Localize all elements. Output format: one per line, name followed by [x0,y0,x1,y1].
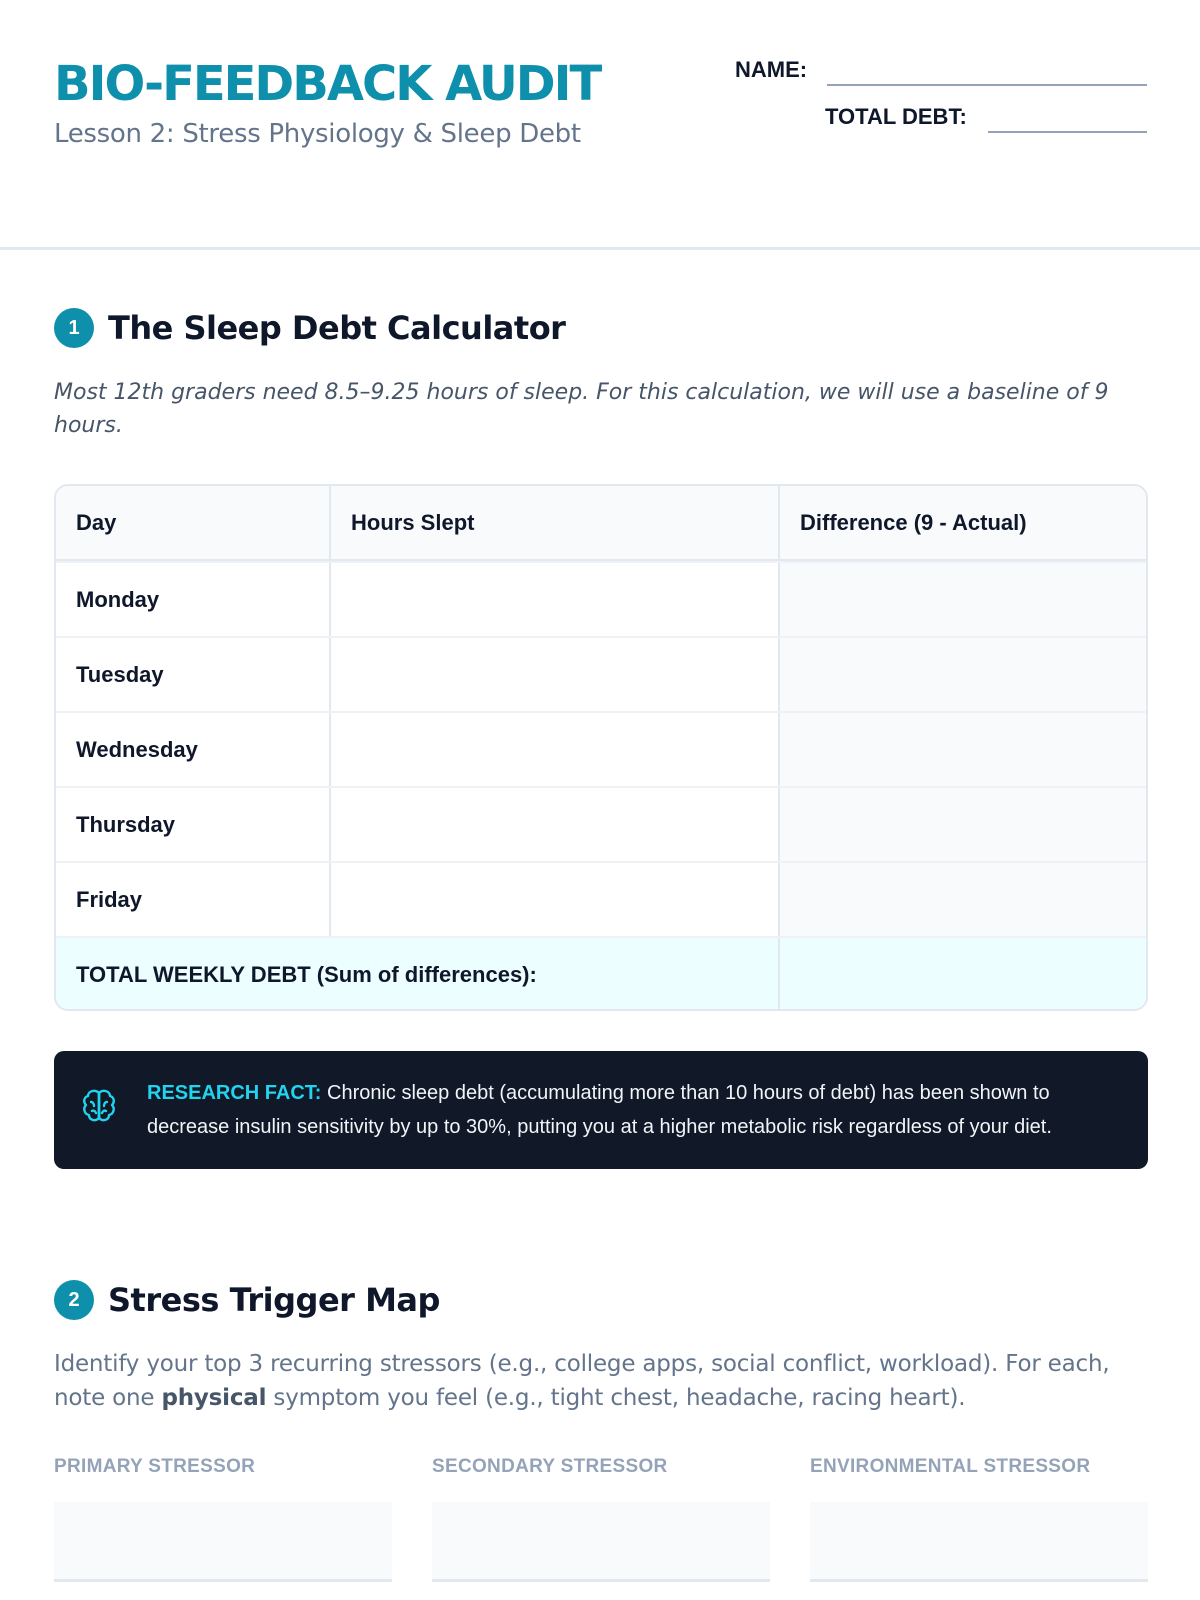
worksheet-title: BIO-FEEDBACK AUDIT [54,56,601,112]
secondary-stressor-label: SECONDARY STRESSOR [432,1456,668,1477]
difference-cell[interactable] [778,863,1146,936]
section-2-intro-text: Identify your top 3 recurring stressors (e.g., college apps, social conflict, workload). For each, note one [54,1351,1110,1411]
hours-slept-cell[interactable] [329,638,778,711]
total-row [56,936,1146,1011]
research-fact-body: Chronic sleep debt (accumulating more than 10 hours of debt) has been shown to decrease insulin sensitivity by up to 30%, putting you at a higher metabolic risk regardless of your diet. [147,1082,1052,1138]
primary-stressor-field[interactable] [54,1502,392,1582]
difference-cell[interactable] [778,788,1146,861]
hours-slept-cell[interactable] [329,788,778,861]
table-row [56,786,1146,861]
day-label: Wednesday [76,736,198,762]
day-label: Friday [76,886,143,912]
section-title: The Sleep Debt Calculator [108,309,566,347]
total-weekly-debt-label: TOTAL WEEKLY DEBT (Sum of differences): [76,961,537,987]
environmental-stressor-field[interactable] [810,1502,1148,1582]
table-row [56,561,1146,636]
difference-cell[interactable] [778,713,1146,786]
hours-slept-cell[interactable] [329,863,778,936]
research-fact-text [147,1076,1127,1144]
total-weekly-debt-cell[interactable] [778,938,1146,1011]
column-header-difference: Difference (9 - Actual) [778,486,1146,559]
table-header-row [56,486,1146,561]
section-1-heading [54,308,565,348]
section-number-badge: 2 [54,1280,94,1320]
research-fact-callout [54,1051,1148,1169]
day-label: Tuesday [76,661,164,687]
hours-slept-cell[interactable] [329,713,778,786]
table-row [56,711,1146,786]
worksheet-header [0,0,1200,250]
column-header-hours-slept: Hours Slept [329,486,778,559]
section-2-heading [54,1280,440,1320]
difference-cell[interactable] [778,638,1146,711]
section-2-intro-emphasis: physical [161,1385,267,1411]
section-1-intro: Most 12th graders need 8.5–9.25 hours of sleep. For this calculation, we will use a baseline of 9 hours. [54,380,1109,438]
research-fact-label: RESEARCH FACT: [147,1082,322,1104]
section-number-badge: 1 [54,308,94,348]
column-header-day: Day [56,486,329,559]
section-2-intro-text-end: symptom you feel (e.g., tight chest, headache, racing heart). [266,1385,966,1411]
day-label: Monday [76,586,160,612]
secondary-stressor-field[interactable] [432,1502,770,1582]
sleep-debt-table [54,484,1148,1011]
name-label: NAME: [735,57,808,82]
day-label: Thursday [76,811,176,837]
worksheet-subtitle: Lesson 2: Stress Physiology & Sleep Debt [54,119,581,149]
total-debt-field[interactable] [988,131,1147,133]
hours-slept-cell[interactable] [329,563,778,636]
section-title: Stress Trigger Map [108,1281,440,1319]
environmental-stressor-label: ENVIRONMENTAL STRESSOR [810,1456,1091,1477]
section-2-intro [54,1347,1164,1415]
table-row [56,861,1146,936]
table-row [56,636,1146,711]
total-debt-label: TOTAL DEBT: [825,104,967,129]
name-field[interactable] [827,84,1147,86]
primary-stressor-label: PRIMARY STRESSOR [54,1456,256,1477]
brain-icon [78,1085,120,1127]
difference-cell[interactable] [778,563,1146,636]
